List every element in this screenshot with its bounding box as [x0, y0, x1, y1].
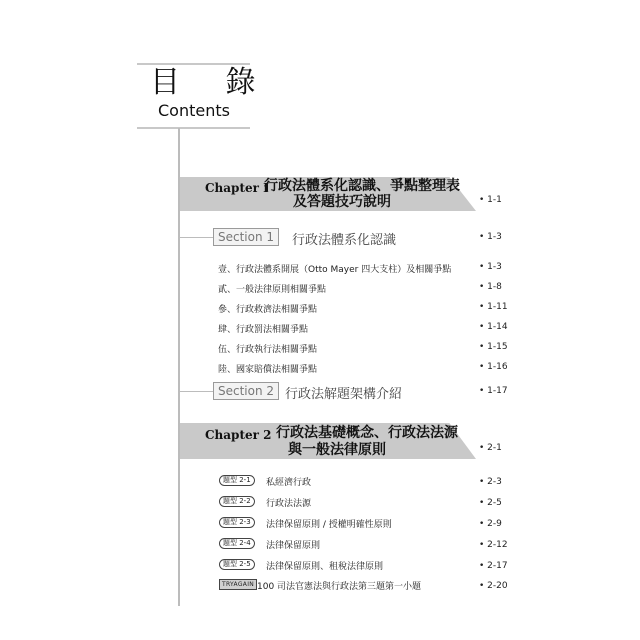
list-item-page: • 2-12 [479, 540, 508, 550]
chapter-1-title-line2: 及答題技巧說明 [293, 194, 391, 210]
list-item-page: • 2-9 [479, 519, 502, 529]
list-item-page: • 1-11 [479, 302, 508, 312]
list-item[interactable]: 壹、行政法體系開展（Otto Mayer 四大支柱）及相關爭點 [218, 265, 452, 275]
list-item[interactable]: 私經濟行政 [266, 478, 312, 488]
header-bottom-rule [137, 127, 250, 129]
list-item[interactable]: 法律保留原則、租稅法律原則 [266, 562, 384, 572]
section-1-label[interactable]: Section 1 [213, 228, 279, 246]
toc-spine-line [178, 128, 180, 606]
list-item-page: • 2-20 [479, 581, 508, 591]
section-2-label[interactable]: Section 2 [213, 382, 279, 400]
section-2-page: • 1-17 [479, 386, 508, 396]
try-again-badge: TRYAGAIN [219, 579, 257, 590]
list-item-page: • 2-3 [479, 477, 502, 487]
question-type-badge: 題型 2-1 [219, 475, 255, 486]
list-item-page: • 1-8 [479, 282, 502, 292]
list-item[interactable]: 貳、一般法律原則相關爭點 [218, 285, 327, 295]
question-type-badge: 題型 2-4 [219, 538, 255, 549]
chapter-1-label: Chapter Ⅰ [205, 181, 269, 195]
list-item-page: • 1-14 [479, 322, 508, 332]
section-2-connector [180, 391, 214, 392]
list-item[interactable]: 陸、國家賠償法相關爭點 [218, 365, 318, 375]
list-item-page: • 2-5 [479, 498, 502, 508]
list-item-page: • 2-17 [479, 561, 508, 571]
list-item[interactable]: 肆、行政罰法相關爭點 [218, 325, 309, 335]
list-item-page: • 1-16 [479, 362, 508, 372]
chapter-2-page: • 2-1 [479, 443, 502, 453]
section-2-title[interactable]: 行政法解題架構介紹 [285, 387, 403, 402]
question-type-badge: 題型 2-2 [219, 496, 255, 507]
chapter-2-label: Chapter 2 [205, 428, 272, 442]
question-type-badge: 題型 2-5 [219, 559, 255, 570]
chapter-1-page: • 1-1 [479, 195, 502, 205]
list-item[interactable]: 法律保留原則 / 授權明確性原則 [266, 520, 392, 530]
list-item[interactable]: 法律保留原則 [266, 541, 321, 551]
section-1-title[interactable]: 行政法體系化認識 [292, 233, 397, 248]
list-item[interactable]: 行政法法源 [266, 499, 312, 509]
chapter-2-title-line1: 行政法基礎概念、行政法法源 [276, 425, 458, 441]
question-type-badge: 題型 2-3 [219, 517, 255, 528]
list-item-page: • 1-15 [479, 342, 508, 352]
list-item[interactable]: 100 司法官憲法與行政法第三題第一小題 [257, 582, 422, 592]
page-subtitle: Contents [158, 101, 230, 120]
chapter-2-title-line2: 與一般法律原則 [288, 442, 386, 458]
list-item[interactable]: 伍、行政執行法相關爭點 [218, 345, 318, 355]
chapter-1-title-line1: 行政法體系化認識、爭點整理表 [264, 178, 460, 194]
section-1-connector [180, 237, 214, 238]
section-1-page: • 1-3 [479, 232, 502, 242]
list-item-page: • 1-3 [479, 262, 502, 272]
page-title: 目 錄 [150, 65, 274, 100]
list-item[interactable]: 參、行政救濟法相關爭點 [218, 305, 318, 315]
